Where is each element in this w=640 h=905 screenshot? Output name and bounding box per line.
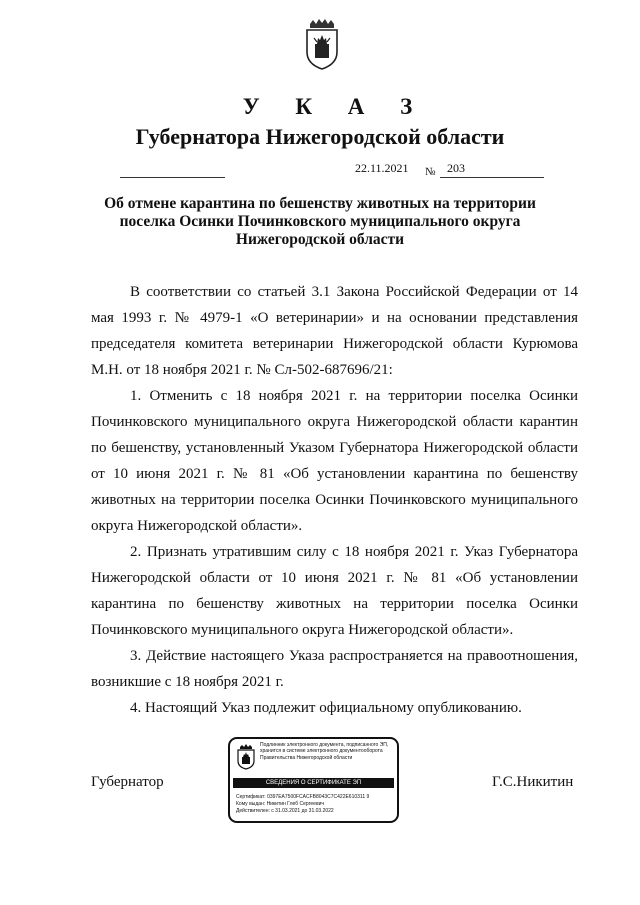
stamp-certificate: Сертификат: 0397EA7500FCACFB8043C7C422E610311 9 <box>236 794 370 800</box>
document-title <box>90 195 550 249</box>
electronic-signature-stamp <box>228 737 399 823</box>
clause-1: 1. Отменить с 18 ноября 2021 г. на территории поселка Осинки Починковского муниципального округа Нижегородской области карантин по бешенству, установленный Указом Губернатора Нижегородской области от 10 июня 2021 г. № 81 «Об установлении карантина по бешенству животных на территории поселка Осинки Починковского муниципального округа Нижегородской области». <box>91 388 578 534</box>
signatory-position: Губернатор <box>91 774 164 790</box>
stamp-certificate-bar: СВЕДЕНИЯ О СЕРТИФИКАТЕ ЭП <box>233 778 394 788</box>
decree-date: 22.11.2021 <box>355 161 409 175</box>
title-line: Об отмене карантина по бешенству животных на территории <box>104 195 536 212</box>
clause-2: 2. Признать утратившим силу с 18 ноября 2021 г. Указ Губернатора Нижегородской области от 10 июня 2021 г. № 81 «Об установлении карантина по бешенству животных на территории поселка Осинки Починковского муниципального округа Нижегородской области». <box>91 544 578 638</box>
stamp-header-line: хранится в системе электронного документооборота <box>260 748 383 755</box>
title-line: Нижегородской области <box>235 231 405 248</box>
title-line: поселка Осинки Починковского муниципального округа <box>119 213 521 230</box>
number-underline <box>440 177 544 178</box>
clause-4: 4. Настоящий Указ подлежит официальному опубликованию. <box>130 700 522 716</box>
document-body <box>91 279 578 721</box>
preamble-paragraph: В соответствии со статьей 3.1 Закона Российской Федерации от 14 мая 1993 г. № 4979-1 «О ветеринарии» и на основании представления председателя комитета ветеринарии Нижегородской области Курюмова М.Н. от 18 ноября 2021 г. № Сл-502-687696/21: <box>91 284 578 378</box>
stamp-validity: Действителен: с 31.03.2021 до 31.03.2022 <box>236 808 334 814</box>
decree-heading: У К А З <box>242 94 428 119</box>
stamp-details <box>236 794 396 815</box>
stamp-header-line: Правительства Нижегородской области <box>260 754 353 761</box>
stamp-header <box>260 742 396 761</box>
coat-of-arms-icon <box>302 18 342 70</box>
decree-subtitle: Губернатора Нижегородской области <box>135 124 505 149</box>
decree-number: 203 <box>447 161 465 175</box>
clause-3: 3. Действие настоящего Указа распространяется на правоотношения, возникшие с 18 ноября 2021 г. <box>91 648 578 690</box>
date-underline-left <box>120 177 225 178</box>
stamp-header-line: Подлинник электронного документа, подписанного ЭП, <box>260 742 389 748</box>
signatory-name: Г.С.Никитин <box>492 774 574 790</box>
number-sign: № <box>425 166 436 178</box>
stamp-owner: Кому выдан: Никитин Глеб Сергеевич <box>236 801 325 807</box>
coat-of-arms-icon <box>236 744 256 770</box>
